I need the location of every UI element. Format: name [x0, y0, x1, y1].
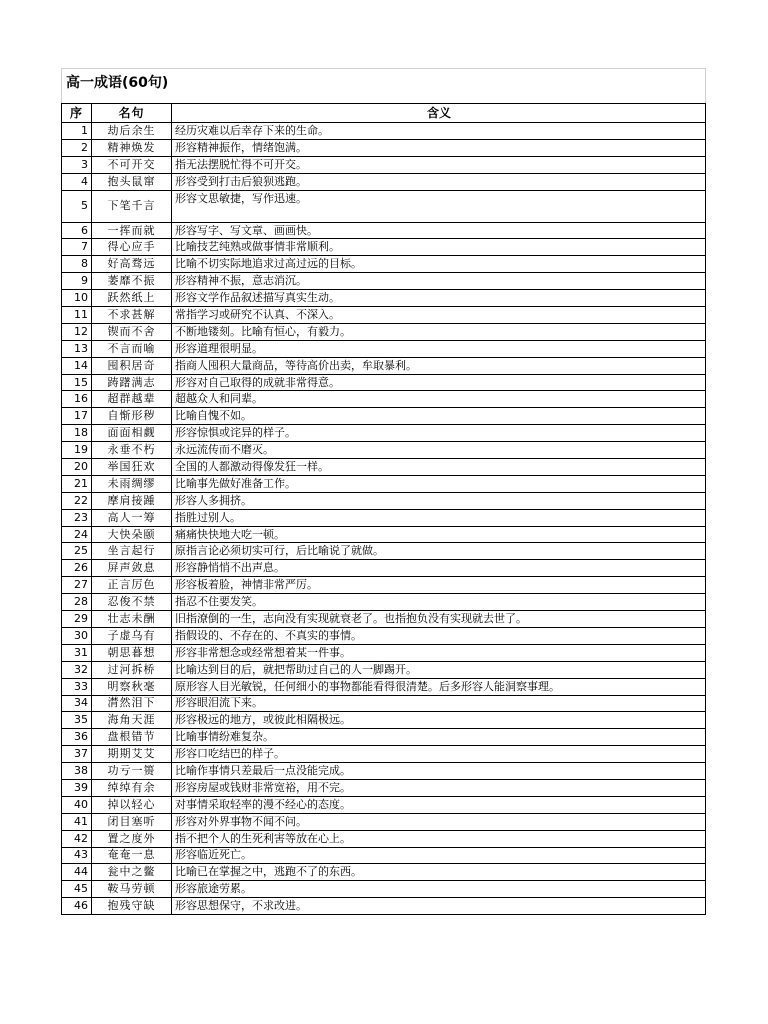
row-idiom: 抱头鼠窜	[92, 173, 172, 190]
row-number: 21	[62, 475, 92, 492]
row-idiom: 置之度外	[92, 830, 172, 847]
row-number: 38	[62, 763, 92, 780]
row-idiom: 功亏一篑	[92, 763, 172, 780]
row-idiom: 劫后余生	[92, 123, 172, 140]
header-idiom: 名句	[92, 104, 172, 123]
table-row	[62, 661, 706, 678]
row-number: 46	[62, 898, 92, 915]
row-meaning: 比喻事先做好准备工作。	[172, 475, 706, 492]
idiom-table	[61, 103, 706, 915]
row-idiom: 潸然泪下	[92, 695, 172, 712]
row-idiom: 一挥而就	[92, 222, 172, 239]
row-meaning: 形容临近死亡。	[172, 847, 706, 864]
row-number: 13	[62, 340, 92, 357]
row-idiom: 未雨绸缪	[92, 475, 172, 492]
row-number: 45	[62, 881, 92, 898]
row-meaning: 超越众人和同辈。	[172, 391, 706, 408]
row-number: 34	[62, 695, 92, 712]
table-row	[62, 729, 706, 746]
row-number: 1	[62, 123, 92, 140]
row-meaning: 比喻自愧不如。	[172, 408, 706, 425]
row-number: 14	[62, 357, 92, 374]
row-meaning: 形容惊惧或诧异的样子。	[172, 425, 706, 442]
table-row	[62, 779, 706, 796]
row-number: 32	[62, 661, 92, 678]
row-meaning: 形容精神振作，情绪饱满。	[172, 139, 706, 156]
row-meaning: 比喻技艺纯熟或做事情非常顺利。	[172, 239, 706, 256]
row-meaning: 常指学习或研究不认真、不深入。	[172, 307, 706, 324]
table-row	[62, 425, 706, 442]
table-row	[62, 644, 706, 661]
row-number: 6	[62, 222, 92, 239]
table-row	[62, 492, 706, 509]
row-number: 40	[62, 796, 92, 813]
row-number: 24	[62, 526, 92, 543]
row-meaning: 形容写字、写文章、画画快。	[172, 222, 706, 239]
table-row	[62, 594, 706, 611]
table-row	[62, 290, 706, 307]
row-idiom: 锲而不舍	[92, 323, 172, 340]
row-meaning: 原形容人目光敏锐，任何细小的事物都能看得很清楚。后多形容人能洞察事理。	[172, 678, 706, 695]
row-meaning: 形容受到打击后狼狈逃跑。	[172, 173, 706, 190]
sheet-title: 高一成语(60句)	[61, 68, 706, 98]
row-meaning: 形容极远的地方，或彼此相隔极远。	[172, 712, 706, 729]
row-meaning: 比喻已在掌握之中，逃跑不了的东西。	[172, 864, 706, 881]
table-row	[62, 139, 706, 156]
row-number: 19	[62, 442, 92, 459]
table-row	[62, 307, 706, 324]
row-meaning: 形容板着脸，神情非常严厉。	[172, 577, 706, 594]
table-row	[62, 156, 706, 173]
row-idiom: 超群越辈	[92, 391, 172, 408]
row-idiom: 忍俊不禁	[92, 594, 172, 611]
row-number: 4	[62, 173, 92, 190]
row-number: 39	[62, 779, 92, 796]
table-row	[62, 746, 706, 763]
row-number: 18	[62, 425, 92, 442]
row-meaning: 全国的人都激动得像发狂一样。	[172, 459, 706, 476]
row-idiom: 海角天涯	[92, 712, 172, 729]
row-idiom: 精神焕发	[92, 139, 172, 156]
row-idiom: 坐言起行	[92, 543, 172, 560]
table-row	[62, 560, 706, 577]
table-row	[62, 222, 706, 239]
row-number: 5	[62, 190, 92, 222]
table-row	[62, 695, 706, 712]
row-idiom: 鞍马劳顿	[92, 881, 172, 898]
table-row	[62, 239, 706, 256]
table-row	[62, 796, 706, 813]
row-meaning: 指不把个人的生死利害等放在心上。	[172, 830, 706, 847]
row-number: 29	[62, 611, 92, 628]
row-idiom: 不可开交	[92, 156, 172, 173]
row-meaning: 形容对外界事物不闻不问。	[172, 813, 706, 830]
row-number: 16	[62, 391, 92, 408]
table-row	[62, 173, 706, 190]
table-row	[62, 543, 706, 560]
row-idiom: 正言厉色	[92, 577, 172, 594]
row-meaning: 痛痛快快地大吃一顿。	[172, 526, 706, 543]
row-meaning: 不断地镂刻。比喻有恒心，有毅力。	[172, 323, 706, 340]
row-idiom: 屏声敛息	[92, 560, 172, 577]
row-number: 12	[62, 323, 92, 340]
row-idiom: 举国狂欢	[92, 459, 172, 476]
row-meaning: 原指言论必须切实可行，后比喻说了就做。	[172, 543, 706, 560]
row-number: 41	[62, 813, 92, 830]
table-row	[62, 408, 706, 425]
row-idiom: 跃然纸上	[92, 290, 172, 307]
row-idiom: 高人一筹	[92, 509, 172, 526]
row-idiom: 摩肩接踵	[92, 492, 172, 509]
header-meaning: 含义	[172, 104, 706, 123]
row-meaning: 形容房屋或钱财非常宽裕，用不完。	[172, 779, 706, 796]
table-row	[62, 123, 706, 140]
row-number: 11	[62, 307, 92, 324]
row-idiom: 面面相觑	[92, 425, 172, 442]
row-meaning: 比喻事情纷难复杂。	[172, 729, 706, 746]
table-row	[62, 577, 706, 594]
table-row	[62, 678, 706, 695]
table-row	[62, 898, 706, 915]
table-row	[62, 611, 706, 628]
table-row	[62, 323, 706, 340]
row-idiom: 过河拆桥	[92, 661, 172, 678]
row-number: 43	[62, 847, 92, 864]
row-idiom: 不求甚解	[92, 307, 172, 324]
row-number: 27	[62, 577, 92, 594]
row-meaning: 形容道理很明显。	[172, 340, 706, 357]
table-body	[62, 123, 706, 915]
table-row	[62, 847, 706, 864]
row-idiom: 绰绰有余	[92, 779, 172, 796]
row-meaning: 旧指潦倒的一生，志向没有实现就衰老了。也指抱负没有实现就去世了。	[172, 611, 706, 628]
row-number: 37	[62, 746, 92, 763]
table-row	[62, 357, 706, 374]
row-meaning: 永远流传而不磨灭。	[172, 442, 706, 459]
row-meaning: 形容非常想念或经常想着某一件事。	[172, 644, 706, 661]
row-idiom: 囤积居奇	[92, 357, 172, 374]
row-number: 36	[62, 729, 92, 746]
header-number: 序	[62, 104, 92, 123]
row-number: 31	[62, 644, 92, 661]
row-idiom: 不言而喻	[92, 340, 172, 357]
row-idiom: 子虚乌有	[92, 627, 172, 644]
row-idiom: 得心应手	[92, 239, 172, 256]
row-number: 42	[62, 830, 92, 847]
table-row	[62, 864, 706, 881]
row-meaning: 形容文思敏捷，写作迅速。	[172, 190, 706, 222]
row-meaning: 对事情采取轻率的漫不经心的态度。	[172, 796, 706, 813]
row-idiom: 踌躇满志	[92, 374, 172, 391]
row-meaning: 形容文学作品叙述描写真实生动。	[172, 290, 706, 307]
row-meaning: 形容思想保守，不求改进。	[172, 898, 706, 915]
table-row	[62, 475, 706, 492]
table-row	[62, 391, 706, 408]
row-number: 8	[62, 256, 92, 273]
row-idiom: 萎靡不振	[92, 273, 172, 290]
row-meaning: 指忍不住要发笑。	[172, 594, 706, 611]
table-row	[62, 190, 706, 222]
row-number: 35	[62, 712, 92, 729]
row-number: 3	[62, 156, 92, 173]
table-row	[62, 813, 706, 830]
table-row	[62, 627, 706, 644]
row-idiom: 奄奄一息	[92, 847, 172, 864]
table-row	[62, 459, 706, 476]
row-idiom: 掉以轻心	[92, 796, 172, 813]
row-idiom: 朝思暮想	[92, 644, 172, 661]
table-row	[62, 442, 706, 459]
row-meaning: 形容精神不振，意志消沉。	[172, 273, 706, 290]
row-idiom: 闭目塞听	[92, 813, 172, 830]
header-row	[62, 104, 706, 123]
row-number: 25	[62, 543, 92, 560]
row-number: 23	[62, 509, 92, 526]
row-number: 44	[62, 864, 92, 881]
row-meaning: 指无法摆脱忙得不可开交。	[172, 156, 706, 173]
row-idiom: 下笔千言	[92, 190, 172, 222]
row-meaning: 指胜过别人。	[172, 509, 706, 526]
table-row	[62, 763, 706, 780]
table-row	[62, 374, 706, 391]
row-number: 33	[62, 678, 92, 695]
row-number: 9	[62, 273, 92, 290]
table-row	[62, 509, 706, 526]
row-number: 17	[62, 408, 92, 425]
row-number: 28	[62, 594, 92, 611]
row-meaning: 形容人多拥挤。	[172, 492, 706, 509]
row-idiom: 好高骛远	[92, 256, 172, 273]
row-meaning: 形容口吃结巴的样子。	[172, 746, 706, 763]
row-number: 30	[62, 627, 92, 644]
row-meaning: 比喻作事情只差最后一点没能完成。	[172, 763, 706, 780]
table-row	[62, 526, 706, 543]
row-meaning: 形容眼泪流下来。	[172, 695, 706, 712]
row-number: 7	[62, 239, 92, 256]
row-meaning: 指商人囤积大量商品，等待高价出卖，牟取暴利。	[172, 357, 706, 374]
row-number: 15	[62, 374, 92, 391]
row-meaning: 形容静悄悄不出声息。	[172, 560, 706, 577]
row-meaning: 比喻不切实际地追求过高过远的目标。	[172, 256, 706, 273]
row-number: 22	[62, 492, 92, 509]
row-meaning: 指假设的、不存在的、不真实的事情。	[172, 627, 706, 644]
row-idiom: 壮志未酬	[92, 611, 172, 628]
table-row	[62, 256, 706, 273]
table-row	[62, 712, 706, 729]
row-meaning: 形容旅途劳累。	[172, 881, 706, 898]
row-number: 26	[62, 560, 92, 577]
row-idiom: 抱残守缺	[92, 898, 172, 915]
row-idiom: 永垂不朽	[92, 442, 172, 459]
row-idiom: 大快朵颐	[92, 526, 172, 543]
table-row	[62, 273, 706, 290]
spreadsheet	[61, 68, 706, 915]
row-meaning: 形容对自己取得的成就非常得意。	[172, 374, 706, 391]
row-idiom: 瓮中之鳖	[92, 864, 172, 881]
row-meaning: 经历灾难以后幸存下来的生命。	[172, 123, 706, 140]
row-number: 10	[62, 290, 92, 307]
row-number: 20	[62, 459, 92, 476]
row-idiom: 明察秋毫	[92, 678, 172, 695]
row-number: 2	[62, 139, 92, 156]
table-row	[62, 881, 706, 898]
table-row	[62, 830, 706, 847]
row-idiom: 期期艾艾	[92, 746, 172, 763]
row-idiom: 盘根错节	[92, 729, 172, 746]
row-idiom: 自惭形秽	[92, 408, 172, 425]
table-row	[62, 340, 706, 357]
row-meaning: 比喻达到目的后，就把帮助过自己的人一脚踢开。	[172, 661, 706, 678]
